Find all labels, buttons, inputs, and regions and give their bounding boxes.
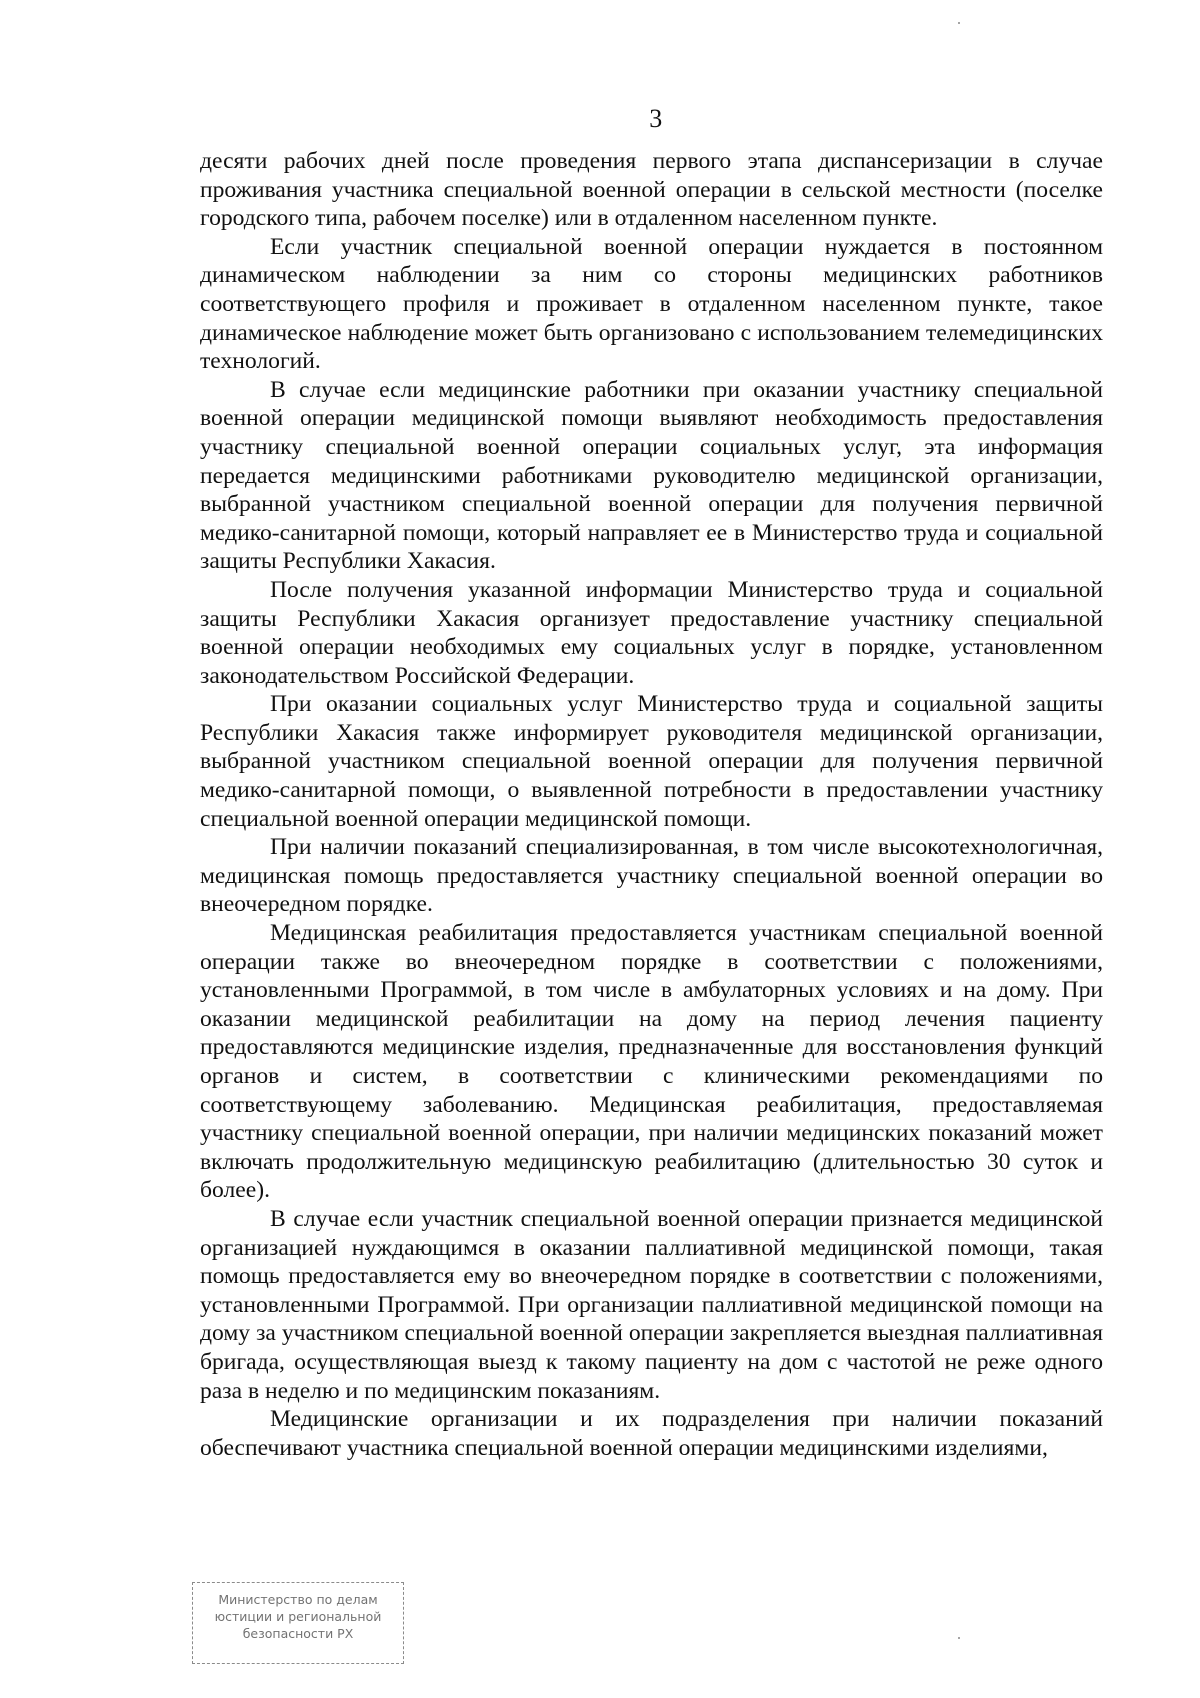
paragraph-telemedicine: Если участник специальной военной операции нуждается в постоянном динамическом наблюдении за ним со стороны медицинских работников соответствующего профиля и проживает в отдаленном населенном пункте, такое динамическое наблюдение может быть организовано с использованием телемедицинских технологий. (200, 233, 1103, 375)
scan-speck (958, 22, 960, 24)
stamp-line: безопасности РХ (242, 1626, 354, 1641)
paragraph-ministry-provision: После получения указанной информации Министерство труда и социальной защиты Республики Хакасия организует предоставление участнику специальной военной операции необходимых ему социальных услуг в порядке, установленном законодательством Российской Федерации. (200, 576, 1103, 689)
paragraph-ministry-informs: При оказании социальных услуг Министерство труда и социальной защиты Республики Хакасия также информирует руководителя медицинской организации, выбранной участником специальной военной операции для получения первичной медико-санитарной помощи, о выявленной потребности в предоставлении участнику специальной военной операции медицинской помощи. (200, 691, 1103, 832)
paragraph-specialized-care: При наличии показаний специализированная, в том числе высокотехнологичная, медицинская помощь предоставляется участнику специальной военной операции во внеочередном порядке. (200, 834, 1103, 918)
stamp-line: юстиции и региональной (214, 1609, 382, 1624)
page-number: 3 (649, 104, 663, 133)
paragraph-continuation: десяти рабочих дней после проведения первого этапа диспансеризации в случае проживания участника специальной военной операции в сельской местности (поселке городского типа, рабочем поселке) или в отдаленном населенном пункте. (200, 148, 1103, 232)
paragraph-rehabilitation: Медицинская реабилитация предоставляется участникам специальной военной операции также во внеочередном порядке в соответствии с положениями, установленными Программой, в том числе в амбулаторных условиях и на дому. При оказании медицинской реабилитации на дому на период лечения пациенту предоставляются медицинские изделия, предназначенные для восстановления функций органов и систем, в соответствии с клиническими рекомендациями по соответствующему заболеванию. Медицинская реабилитация, предоставляемая участнику специальной военной операции, при наличии медицинских показаний может включать продолжительную медицинскую реабилитацию (длительностью 30 суток и более). (200, 920, 1103, 1204)
paragraph-palliative-care: В случае если участник специальной военной операции признается медицинской организацией нуждающимся в оказании паллиативной медицинской помощи, такая помощь предоставляется ему во внеочередном порядке в соответствии с положениями, установленными Программой. При организации паллиативной медицинской помощи на дому за участником специальной военной операции закрепляется выездная паллиативная бригада, осуществляющая выезд к такому пациенту на дом с частотой не реже одного раза в неделю и по медицинским показаниям. (200, 1205, 1103, 1404)
paragraph-social-services-need: В случае если медицинские работники при оказании участнику специальной военной операции медицинской помощи выявляют необходимость предоставления участнику специальной военной операции социальных услуг, эта информация передается медицинскими работниками руководителю медицинской организации, выбранной участником специальной военной операции для получения первичной медико-санитарной помощи, который направляет ее в Министерство труда и социальной защиты Республики Хакасия. (200, 376, 1103, 575)
registration-stamp (192, 1582, 404, 1664)
scan-speck (958, 1637, 960, 1639)
document-body (200, 147, 1103, 1462)
paragraph-medical-devices: Медицинские организации и их подразделения при наличии показаний обеспечивают участника специальной военной операции медицинскими изделиями, (200, 1406, 1103, 1461)
stamp-line: Министерство по делам (218, 1592, 378, 1607)
